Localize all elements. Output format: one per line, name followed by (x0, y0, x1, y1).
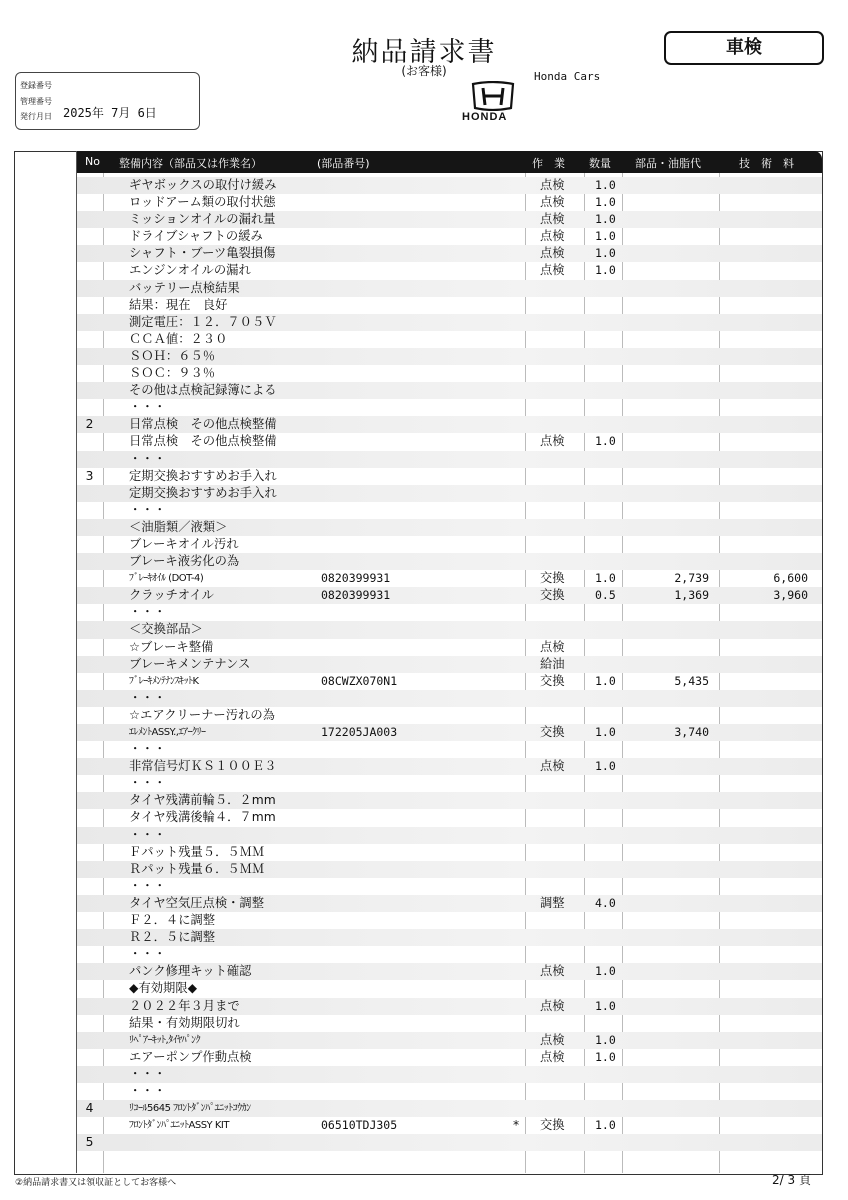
work-type: 点検 (540, 178, 565, 192)
part-number: 172205JA003 (321, 725, 398, 739)
table-row (77, 844, 822, 861)
table-row (77, 1083, 822, 1100)
item-description: 日常点検 その他点検整備 (129, 434, 277, 449)
table-row (77, 895, 822, 912)
item-description: Ｆ２．４に調整 (129, 913, 216, 928)
table-row (77, 468, 822, 485)
table-row (77, 416, 822, 433)
item-description: ＣＣＡ値：２３０ (129, 331, 228, 346)
table-row (77, 1032, 822, 1049)
item-description: ＜油脂類／液類＞ (129, 519, 228, 534)
item-description: パンク修理キット確認 (129, 964, 252, 979)
table-row (77, 1049, 822, 1066)
item-description: ・・・ (129, 451, 166, 466)
quantity: 1.0 (595, 725, 616, 739)
table-row (77, 433, 822, 450)
quantity: 1.0 (595, 263, 616, 278)
item-description: ブレーキ液劣化の為 (129, 554, 240, 569)
quantity: 1.0 (595, 998, 616, 1013)
table-row (77, 707, 822, 724)
item-description: ・・・ (129, 400, 166, 415)
item-description: エンジンオイルの漏れ (129, 263, 251, 278)
item-description: その他は点検記録簿による (129, 383, 277, 398)
quantity: 4.0 (595, 895, 616, 910)
table-body (77, 177, 822, 1151)
issue-date: 2025年 7月 6日 (63, 106, 157, 120)
quantity: 1.0 (595, 178, 616, 192)
work-type: 点検 (540, 1032, 565, 1047)
quantity: 1.0 (595, 229, 616, 244)
item-description: ＳＯＣ：９３％ (129, 366, 216, 381)
item-description: タイヤ空気圧点検・調整 (129, 895, 265, 910)
inspection-badge: 車検 (664, 31, 824, 65)
table-row (77, 348, 822, 365)
quantity: 1.0 (595, 964, 616, 979)
item-description: タイヤ残溝後輪４．７mm (129, 810, 276, 825)
work-type: 交換 (540, 571, 565, 586)
work-type: 点検 (540, 434, 565, 449)
work-type: 交換 (540, 588, 565, 603)
table-row (77, 451, 822, 468)
quantity: 1.0 (595, 1032, 616, 1047)
item-description: ブレーキオイル汚れ (129, 536, 239, 551)
quantity: 1.0 (595, 673, 616, 688)
table-row (77, 314, 822, 331)
table-row (77, 1117, 822, 1134)
item-description: ミッションオイルの漏れ量 (129, 212, 276, 227)
table-row (77, 998, 822, 1015)
table-row (77, 963, 822, 980)
table-row (77, 502, 822, 519)
item-description: Ｆパット残量５．５ＭＭ (129, 844, 265, 859)
item-description: ＳＯＨ：６５％ (129, 348, 216, 363)
parts-cost: 1,369 (674, 588, 709, 603)
col-labor-cost-header: 技 術 料 (739, 157, 794, 170)
table-row (77, 656, 822, 673)
labor-cost: 3,960 (773, 588, 808, 603)
table-row (77, 1134, 822, 1151)
item-description: 結果・有効期限切れ (129, 1015, 240, 1030)
table-row (77, 878, 822, 895)
item-description: クラッチオイル (129, 588, 214, 603)
item-description: ・・・ (129, 827, 166, 842)
honda-wordmark: HONDA (462, 111, 508, 123)
item-description: ・・・ (129, 690, 166, 705)
table-row (77, 536, 822, 553)
item-number: 5 (85, 1135, 94, 1150)
table-row (77, 861, 822, 878)
item-description: 測定電圧：１２．７０５Ｖ (129, 314, 277, 329)
item-description: ・・・ (129, 1083, 166, 1098)
table-row (77, 280, 822, 297)
item-description: ﾌﾞﾚｰｷﾒﾝﾃﾅﾝｽｷｯﾄK (129, 675, 199, 687)
table-row (77, 980, 822, 997)
management-number-label: 管理番号 (20, 97, 52, 106)
table-row (77, 399, 822, 416)
item-description: ﾌﾞﾚｰｷｵｲﾙ (DOT-4) (129, 573, 204, 585)
table-row (77, 1015, 822, 1032)
work-type: 給油 (540, 656, 565, 671)
table-row (77, 912, 822, 929)
item-description: 非常信号灯ＫＳ１００Ｅ３ (129, 759, 277, 774)
quantity: 1.0 (595, 212, 616, 227)
table-row (77, 519, 822, 536)
item-description: ギヤボックスの取付け緩み (129, 178, 277, 192)
table-row (77, 485, 822, 502)
item-description: ☆エアクリーナー汚れの為 (129, 707, 275, 722)
honda-logo-icon (470, 81, 516, 111)
item-description: ﾘｺｰﾙ5645 ﾌﾛﾝﾄﾀﾞﾝﾊﾟﾕﾆｯﾄｺｳｶﾝ (129, 1103, 251, 1115)
table-row (77, 262, 822, 279)
table-row (77, 382, 822, 399)
item-description: ◆有効期限◆ (129, 981, 198, 996)
item-number: 2 (85, 417, 94, 432)
col-description-header: 整備内容（部品又は作業名） (119, 157, 262, 170)
parts-cost: 5,435 (674, 673, 709, 688)
item-description: ☆ブレーキ整備 (129, 639, 214, 654)
item-description: Ｒパット残量６．５ＭＭ (129, 861, 265, 876)
item-description: エアーポンプ作動点検 (129, 1049, 252, 1064)
parts-cost: 2,739 (674, 571, 709, 586)
table-row (77, 724, 822, 741)
table-row (77, 673, 822, 690)
table-row (77, 690, 822, 707)
labor-cost: 6,600 (773, 571, 808, 586)
item-description: シャフト・ブーツ亀裂損傷 (129, 246, 276, 261)
quantity: 1.0 (595, 246, 616, 261)
item-description: ・・・ (129, 742, 166, 757)
table-row (77, 177, 822, 194)
item-description: ブレーキメンテナンス (129, 656, 251, 671)
item-description: ロッドアーム類の取付状態 (129, 195, 276, 210)
work-type: 点検 (540, 759, 565, 774)
table-row (77, 587, 822, 604)
work-type: 点検 (540, 964, 565, 979)
work-type: 点検 (540, 639, 565, 654)
item-description: 定期交換おすすめお手入れ (129, 468, 277, 483)
quantity: 1.0 (595, 195, 616, 210)
item-number: 4 (85, 1101, 94, 1116)
item-description: ドライブシャフトの緩み (129, 229, 263, 244)
part-number: 06510TDJ305 (321, 1118, 398, 1133)
quantity: 0.5 (595, 588, 616, 603)
item-description: Ｒ２．５に調整 (129, 930, 216, 945)
item-number: 3 (85, 468, 94, 483)
part-number: 0820399931 (321, 588, 391, 603)
table-row (77, 775, 822, 792)
col-parts-cost-header: 部品・油脂代 (635, 157, 701, 170)
parts-cost: 3,740 (674, 725, 709, 739)
table-row (77, 758, 822, 775)
table-row (77, 946, 822, 963)
page-number: 2/ 3 頁 (772, 1173, 811, 1187)
item-description: 日常点検 その他点検整備 (129, 417, 277, 432)
item-description: ・・・ (129, 878, 166, 893)
item-description: ・・・ (129, 776, 166, 791)
table-row (77, 792, 822, 809)
quantity: 1.0 (595, 571, 616, 586)
work-type: 調整 (540, 895, 565, 910)
item-description: ﾌﾛﾝﾄﾀﾞﾝﾊﾟﾕﾆｯﾄASSY KIT (129, 1120, 229, 1132)
table-row (77, 741, 822, 758)
item-description: ＜交換部品＞ (129, 622, 203, 637)
quantity: 1.0 (595, 1049, 616, 1064)
item-description: 結果：現在 良好 (129, 297, 228, 312)
document-title: 納品請求書 (351, 37, 497, 68)
table-row (77, 1066, 822, 1083)
quantity: 1.0 (595, 1118, 616, 1133)
col-work-header: 作 業 (532, 157, 565, 170)
table-row (77, 553, 822, 570)
work-type: 点検 (540, 263, 565, 278)
part-number: 0820399931 (321, 571, 391, 586)
work-type: 交換 (540, 725, 565, 739)
col-part-number-header: (部品番号) (317, 157, 370, 170)
item-description: ２０２２年３月まで (129, 998, 240, 1013)
item-description: ・・・ (129, 947, 166, 962)
item-description: ・・・ (129, 502, 166, 517)
table-row (77, 639, 822, 656)
item-description: ・・・ (129, 1066, 166, 1081)
work-type: 点検 (540, 998, 565, 1013)
table-row (77, 604, 822, 621)
table-row (77, 245, 822, 262)
table-row (77, 331, 822, 348)
col-qty-header: 数量 (589, 157, 611, 170)
work-type: 点検 (540, 1049, 565, 1064)
item-description: ・・・ (129, 605, 166, 620)
item-description: タイヤ残溝前輪５．２mm (129, 793, 276, 808)
table-row (77, 621, 822, 638)
footer-note: ②納品請求書又は領収証としてお客様へ (15, 1178, 177, 1188)
left-margin-column (14, 151, 77, 1173)
table-row (77, 827, 822, 844)
item-description: ﾘﾍﾟｱｰｷｯﾄ,ﾀｲﾔﾊﾟﾝｸ (129, 1034, 201, 1046)
work-type: 点検 (540, 229, 565, 244)
quantity: 1.0 (595, 759, 616, 774)
work-type: 交換 (540, 1118, 565, 1133)
item-description: バッテリー点検結果 (129, 280, 240, 295)
registration-number-label: 登録番号 (20, 81, 52, 90)
work-type: 点検 (540, 195, 565, 210)
table-row (77, 1100, 822, 1117)
table-row (77, 365, 822, 382)
item-description: ｴﾚﾒﾝﾄASSY.,ｴｱｰｸﾘｰ (129, 727, 206, 738)
table-row (77, 228, 822, 245)
quantity: 1.0 (595, 434, 616, 449)
flag-mark: * (513, 1118, 520, 1133)
table-row (77, 194, 822, 211)
table-row (77, 570, 822, 587)
col-no-header: No (85, 155, 100, 168)
issue-date-label: 発行月日 (20, 112, 52, 121)
document-subtitle: (お客様) (401, 64, 447, 78)
table-row (77, 297, 822, 314)
dealer-name: Honda Cars (534, 70, 601, 83)
work-type: 交換 (540, 673, 565, 688)
item-description: 定期交換おすすめお手入れ (129, 485, 277, 500)
table-header (77, 151, 822, 173)
work-type: 点検 (540, 246, 565, 261)
table-row (77, 929, 822, 946)
table-row (77, 809, 822, 826)
work-type: 点検 (540, 212, 565, 227)
table-row (77, 211, 822, 228)
part-number: 08CWZX070N1 (321, 673, 398, 688)
